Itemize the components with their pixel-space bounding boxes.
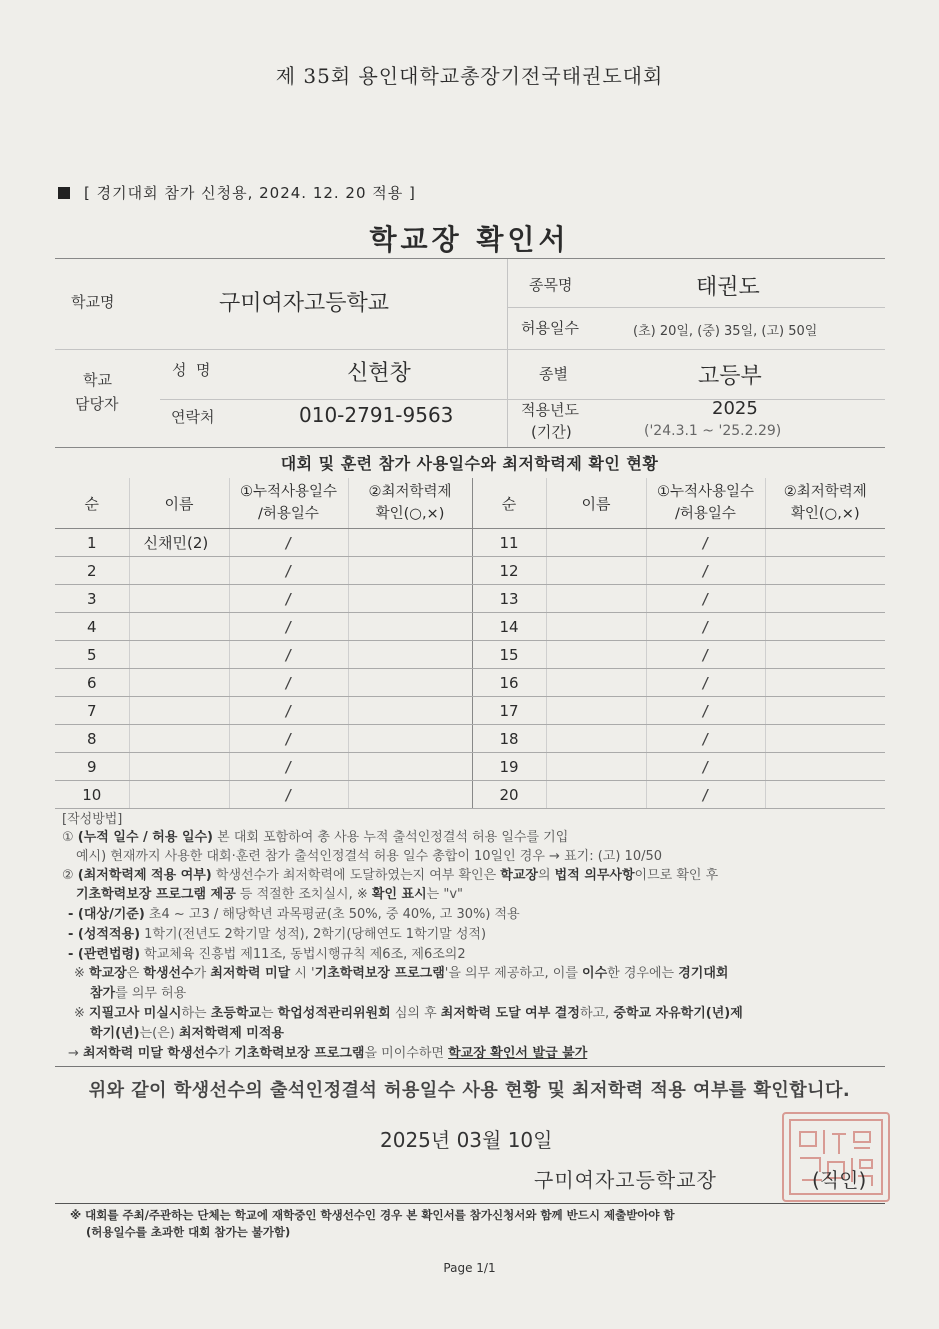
table-row [55,753,885,781]
method-line: 학기(년)는(은) 최저학력제 미적용 [90,1026,284,1041]
table-row [55,585,885,613]
school-info-block [55,258,885,448]
header-days: ①누적사용일수 /허용일수 [646,478,765,529]
minimum-check-cell [348,529,472,557]
table-row [55,725,885,753]
days-used-cell: / [646,613,765,641]
seal-label: (직인) [812,1168,867,1192]
row-number: 2 [55,557,129,585]
manager-label-line1: 학교 [83,371,112,389]
minimum-check-cell [765,557,885,585]
row-number: 14 [472,613,546,641]
row-number: 13 [472,585,546,613]
days-used-cell: / [646,697,765,725]
athlete-name [546,669,646,697]
sport-value: 태권도 [696,275,760,300]
days-used-cell: / [229,697,348,725]
footnote-line: (허용일수를 초과한 대회 참가는 불가함) [86,1225,291,1239]
table-row [55,697,885,725]
school-name: 구미여자고등학교 [219,291,390,316]
athlete-table [55,478,885,809]
athlete-name [546,641,646,669]
header-minimum: ②최저학력제 확인(○,×) [348,478,472,529]
minimum-check-cell [765,669,885,697]
days-used-cell: / [229,753,348,781]
form-note [58,182,416,203]
minimum-check-cell [765,613,885,641]
athlete-name [129,641,229,669]
header-name: 이름 [129,478,229,529]
table-row [55,529,885,557]
days-used-cell: / [229,781,348,809]
athlete-name [129,697,229,725]
allowed-days-value: (초) 20일, (중) 35일, (고) 50일 [633,324,818,339]
row-number: 11 [472,529,546,557]
days-used-cell: / [229,613,348,641]
athlete-name [546,529,646,557]
minimum-check-cell [765,781,885,809]
section-divider [55,1066,885,1067]
method-line: ② (최저학력제 적용 여부) 학생선수가 최저학력에 도달하였는지 여부 확인은 학교장의 법적 의무사항이므로 확인 후 [62,868,719,883]
minimum-check-cell [348,697,472,725]
form-note-text: [ 경기대회 참가 신청용, 2024. 12. 20 적용 ] [84,184,416,202]
header-days: ①누적사용일수 /허용일수 [229,478,348,529]
minimum-check-cell [765,753,885,781]
year-value: 2025 [712,398,758,419]
row-number: 15 [472,641,546,669]
athlete-name [129,585,229,613]
row-number: 8 [55,725,129,753]
minimum-check-cell [765,641,885,669]
minimum-check-cell [348,781,472,809]
minimum-check-cell [765,529,885,557]
athlete-name [129,725,229,753]
method-line: ※ 학교장은 학생선수가 최저학력 미달 시 '기초학력보장 프로그램'을 의무 제공하고, 이를 이수한 경우에는 경기대회 [74,966,729,981]
minimum-check-cell [765,725,885,753]
info-divider [507,307,885,308]
contact-label: 연락처 [171,408,215,426]
minimum-check-cell [348,725,472,753]
page-number: Page 1/1 [443,1261,496,1275]
contact-value: 010-2791-9563 [299,403,454,427]
days-used-cell: / [646,725,765,753]
name-label: 성 명 [172,361,211,379]
allowed-days-label: 허용일수 [521,319,579,337]
method-line: - (대상/기준) 초4 ~ 고3 / 해당학년 과목평균(초 50%, 중 40%, 고 30%) 적용 [68,907,520,922]
row-number: 7 [55,697,129,725]
table-row [55,557,885,585]
confirmation-statement: 위와 같이 학생선수의 출석인정결석 허용일수 사용 현황 및 최저학력 적용 여부를 확인합니다. [88,1080,851,1101]
table-header-row [55,478,885,529]
document-title: 학교장 확인서 [369,223,570,256]
principal-name: 구미여자고등학교장 [534,1168,717,1192]
year-label-line2: (기간) [531,423,572,441]
days-used-cell: / [229,557,348,585]
year-label-line1: 적용년도 [521,401,579,419]
minimum-check-cell [348,613,472,641]
days-used-cell: / [646,529,765,557]
row-number: 4 [55,613,129,641]
minimum-check-cell [348,585,472,613]
days-used-cell: / [229,585,348,613]
days-used-cell: / [646,641,765,669]
days-used-cell: / [229,529,348,557]
event-title: 제 35회 용인대학교총장기전국태권도대회 [275,64,664,88]
row-number: 3 [55,585,129,613]
header-no: 순 [472,478,546,529]
days-used-cell: / [646,753,765,781]
row-number: 18 [472,725,546,753]
athlete-name: 신채민(2) [129,529,229,557]
method-line: → 최저학력 미달 학생선수가 기초학력보장 프로그램을 미이수하면 학교장 확인서 발급 불가 [68,1046,588,1061]
manager-name: 신현창 [347,361,411,386]
row-number: 12 [472,557,546,585]
issue-date: 2025년 03월 10일 [380,1128,553,1152]
method-line: - (성적적용) 1학기(전년도 2학기말 성적), 2학기(당해연도 1학기말 성적) [68,927,487,942]
square-bullet-icon [58,187,70,199]
minimum-check-cell [348,641,472,669]
athlete-name [129,613,229,641]
row-number: 19 [472,753,546,781]
method-line: 참가를 의무 허용 [90,986,187,1001]
info-divider [55,349,885,350]
days-used-cell: / [646,585,765,613]
athlete-name [546,613,646,641]
days-used-cell: / [229,725,348,753]
athlete-name [129,781,229,809]
manager-label-line2: 담당자 [75,395,119,413]
row-number: 9 [55,753,129,781]
division-value: 고등부 [698,364,762,389]
row-number: 20 [472,781,546,809]
footer-divider [55,1203,885,1204]
row-number: 1 [55,529,129,557]
row-number: 16 [472,669,546,697]
days-used-cell: / [646,781,765,809]
days-used-cell: / [229,641,348,669]
method-line: 예시) 현재까지 사용한 대회·훈련 참가 출석인정결석 허용 일수 총합이 10일인 경우 → 표기: (고) 10/50 [76,849,663,864]
row-number: 5 [55,641,129,669]
minimum-check-cell [348,669,472,697]
table-row [55,613,885,641]
athlete-name [546,781,646,809]
method-line: ① (누적 일수 / 허용 일수) 본 대회 포함하여 총 사용 누적 출석인정결석 허용 일수를 기입 [62,830,569,845]
athlete-name [546,753,646,781]
table-row [55,669,885,697]
days-used-cell: / [646,669,765,697]
minimum-check-cell [348,753,472,781]
header-name: 이름 [546,478,646,529]
school-label: 학교명 [71,293,115,311]
athlete-name [546,557,646,585]
method-title: [작성방법] [62,812,123,827]
athlete-name [546,725,646,753]
row-number: 6 [55,669,129,697]
athlete-name [546,697,646,725]
section-title: 대회 및 훈련 참가 사용일수와 최저학력제 확인 현황 [280,454,659,473]
days-used-cell: / [229,669,348,697]
days-used-cell: / [646,557,765,585]
minimum-check-cell [765,585,885,613]
athlete-name [129,557,229,585]
info-divider [507,259,508,447]
header-minimum: ②최저학력제 확인(○,×) [765,478,885,529]
row-number: 17 [472,697,546,725]
method-line: ※ 지필고사 미실시하는 초등학교는 학업성적관리위원회 심의 후 최저학력 도달 여부 결정하고, 중학교 자유학기(년)제 [74,1006,743,1021]
athlete-name [546,585,646,613]
minimum-check-cell [765,697,885,725]
header-no: 순 [55,478,129,529]
table-row [55,781,885,809]
footnote-line: ※ 대회를 주최/주관하는 단체는 학교에 재학중인 학생선수인 경우 본 확인서를 참가신청서와 함께 반드시 제출받아야 함 [70,1208,675,1222]
method-line: - (관련법령) 학교체육 진흥법 제11조, 동법시행규칙 제6조, 제6조의2 [68,947,466,962]
year-period: ('24.3.1 ~ '25.2.29) [644,423,782,439]
athlete-name [129,753,229,781]
table-row [55,641,885,669]
method-line: 기초학력보장 프로그램 제공 등 적절한 조치실시, ※ 확인 표시는 "v" [76,887,464,902]
row-number: 10 [55,781,129,809]
athlete-name [129,669,229,697]
sport-label: 종목명 [529,276,573,294]
minimum-check-cell [348,557,472,585]
division-label: 종별 [539,365,568,383]
